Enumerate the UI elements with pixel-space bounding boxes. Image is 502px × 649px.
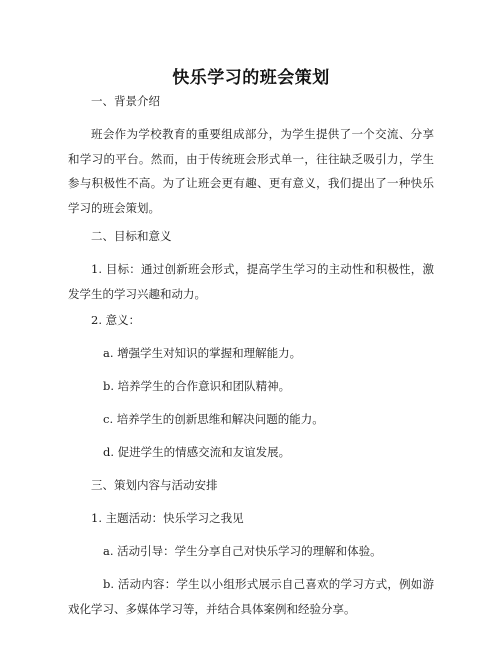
section1-heading: 一、背景介绍	[91, 94, 160, 108]
section2-goal: 1. 目标：通过创新班会形式，提高学生学习的主动性和积极性，激发学生的学习兴趣和动力。	[68, 262, 434, 301]
section2-meaning-label: 2. 意义：	[91, 313, 141, 327]
section1-paragraph: 班会作为学校教育的重要组成部分，为学生提供了一个交流、分享和学习的平台。然而，由于传统班会形式单一，往往缺乏吸引力，学生参与积极性不高。为了让班会更有趣、更有意义，我们提出了一种快乐学习的班会策划。	[68, 127, 434, 215]
meaning-item-b: b. 培养学生的合作意识和团队精神。	[103, 379, 291, 393]
section3-item1-a: a. 活动引导：学生分享自己对快乐学习的理解和体验。	[103, 544, 382, 558]
document-title: 快乐学习的班会策划	[172, 68, 330, 88]
section3-heading: 三、策划内容与活动安排	[91, 478, 218, 492]
section2-heading: 二、目标和意义	[91, 229, 172, 243]
meaning-item-c: c. 培养学生的创新思维和解决问题的能力。	[103, 412, 324, 426]
section3-item1-b: b. 活动内容：学生以小组形式展示自己喜欢的学习方式，例如游戏化学习、多媒体学习等，并结合具体案例和经验分享。	[68, 577, 434, 616]
meaning-item-a: a. 增强学生对知识的掌握和理解能力。	[103, 346, 302, 360]
section3-item1-label: 1. 主题活动：快乐学习之我见	[91, 511, 244, 525]
meaning-item-d: d. 促进学生的情感交流和友谊发展。	[103, 445, 291, 459]
